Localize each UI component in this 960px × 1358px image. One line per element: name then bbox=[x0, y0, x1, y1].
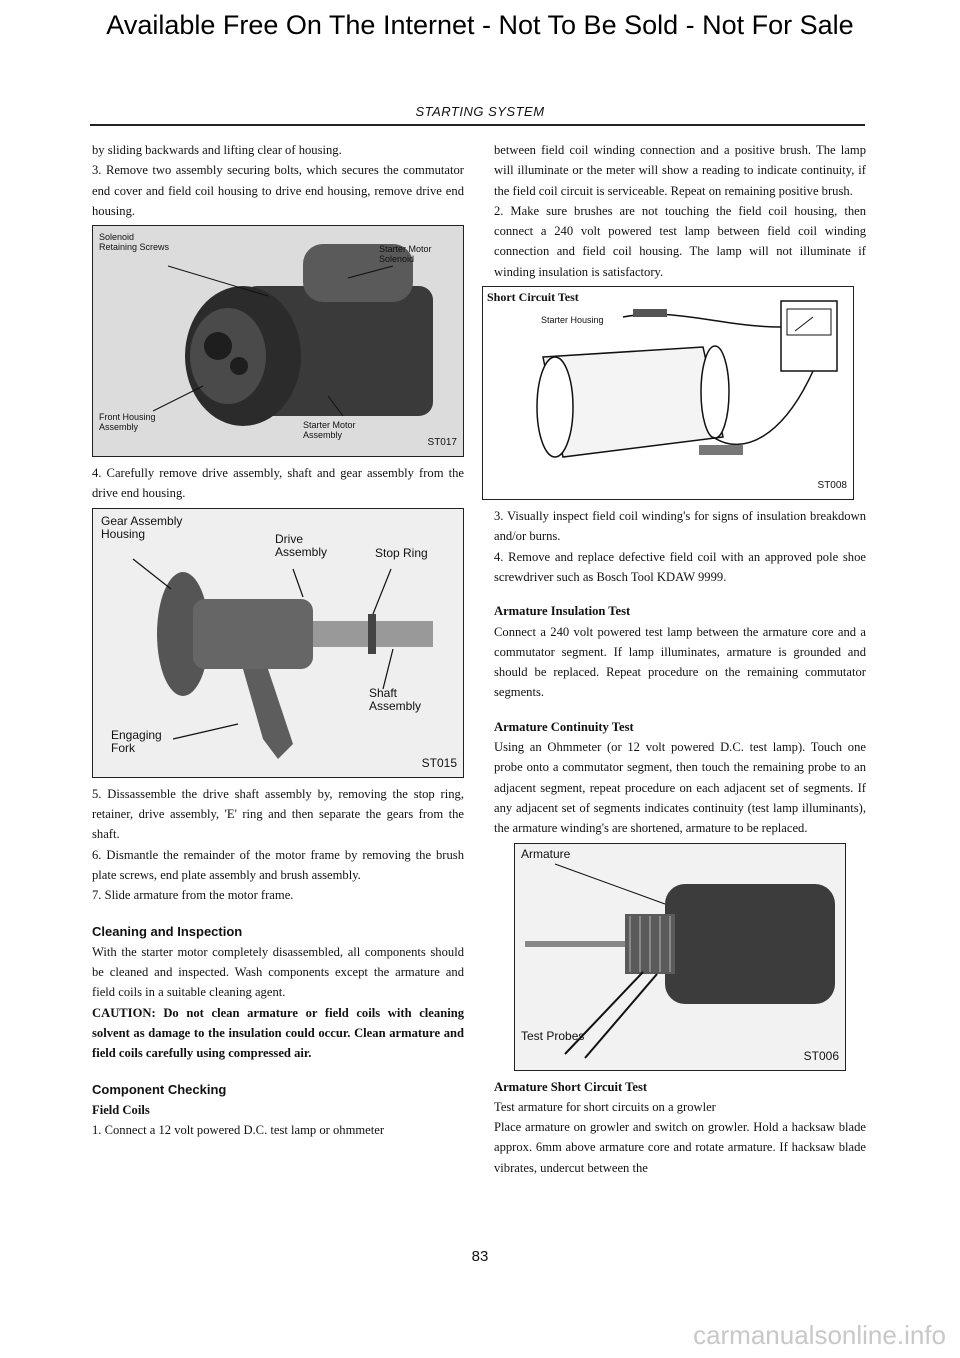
figure-short-circuit-test bbox=[482, 286, 854, 500]
left-paragraph-5: 6. Dismantle the remainder of the motor frame by removing the brush plate screws, end plate assembly and brush assembly. bbox=[92, 847, 464, 882]
right-paragraph-1: between field coil winding connection and a positive brush. The lamp will illuminate or the meter will show a reading to indicate continuity, if the field coil circuit is serviceable. Repeat on remaining positive brush. bbox=[494, 143, 866, 198]
short-circuit-diagram bbox=[483, 287, 853, 499]
figure-title-short-circuit: Short Circuit Test bbox=[487, 290, 579, 305]
label-gear-assembly-housing: Gear Assembly Housing bbox=[101, 513, 183, 541]
left-paragraph-4: 5. Dissassemble the drive shaft assembly by, removing the stop ring, retainer, drive assembly, 'E' ring and then separate the gears from the shaft. bbox=[92, 786, 464, 842]
section-title: STARTING SYSTEM bbox=[415, 104, 545, 119]
right-paragraph-7: Test armature for short circuits on a growler bbox=[494, 1099, 716, 1114]
free-distribution-banner: Available Free On The Internet - Not To Be Sold - Not For Sale bbox=[106, 10, 854, 40]
figure-id: ST015 bbox=[421, 756, 457, 771]
heading-armature-insulation: Armature Insulation Test bbox=[494, 604, 631, 619]
label-front-housing-assembly: Front Housing Assembly bbox=[99, 412, 156, 433]
label-armature: Armature bbox=[521, 846, 571, 861]
label-starter-housing: Starter Housing bbox=[541, 315, 604, 326]
label-stop-ring: Stop Ring bbox=[375, 545, 428, 560]
left-paragraph-3: 4. Carefully remove drive assembly, shaft and gear assembly from the drive end housing. bbox=[92, 466, 464, 501]
heading-field-coils: Field Coils bbox=[92, 1102, 150, 1117]
right-paragraph-8: Place armature on growler and switch on growler. Hold a hacksaw blade approx. 6mm above armature core and rotate armature. If hacksaw blade vibrates, undercut between the bbox=[494, 1120, 866, 1175]
label-test-probes: Test Probes bbox=[521, 1028, 585, 1043]
right-column bbox=[487, 140, 866, 1178]
right-paragraph-5: Connect a 240 volt powered test lamp between the armature core and a commutator segment. If lamp illuminates, armature is grounded and should be replaced. Repeat procedure on the remaining commutator segments. bbox=[494, 624, 866, 700]
figure-starter-motor bbox=[92, 225, 464, 457]
site-watermark: carmanualsonline.info bbox=[693, 1320, 946, 1350]
right-paragraph-3: 3. Visually inspect field coil winding's for signs of insulation breakdown and/or burns. bbox=[494, 509, 866, 544]
figure-drive-assembly bbox=[92, 508, 464, 778]
right-paragraph-2: 2. Make sure brushes are not touching the field coil housing, then connect a 240 volt powered test lamp between field coil winding connection and field coil housing. The lamp will not illuminate if winding insulation is satisfactory. bbox=[494, 203, 866, 279]
left-paragraph-9: 1. Connect a 12 volt powered D.C. test lamp or ohmmeter bbox=[92, 1123, 385, 1138]
left-paragraph-7: With the starter motor completely disassembled, all components should be cleaned and inspected. Wash components except the armature and field coils in a suitable cleaning agent. bbox=[92, 944, 464, 1000]
label-solenoid-retaining-screws: Solenoid Retaining Screws bbox=[99, 232, 170, 253]
caution-paragraph: CAUTION: Do not clean armature or field coils with cleaning solvent as damage to the insulation could occur. Clean armature and field coils carefully using compressed air. bbox=[92, 1005, 464, 1061]
label-shaft-assembly: Shaft Assembly bbox=[369, 685, 422, 713]
label-engaging-fork: Engaging Fork bbox=[111, 727, 162, 755]
right-paragraph-4: 4. Remove and replace defective field coil with an approved pole shoe screwdriver such as Bosch Tool KDAW 9999. bbox=[494, 549, 866, 584]
label-drive-assembly: Drive Assembly bbox=[275, 531, 328, 559]
label-starter-motor-assembly: Starter Motor Assembly bbox=[303, 420, 356, 441]
header-rule bbox=[90, 124, 865, 126]
label-starter-motor-solenoid: Starter Motor Solenoid bbox=[379, 244, 432, 265]
left-paragraph-6: 7. Slide armature from the motor frame. bbox=[92, 888, 294, 903]
figure-id: ST008 bbox=[817, 479, 847, 491]
heading-cleaning-inspection: Cleaning and Inspection bbox=[92, 923, 243, 939]
right-paragraph-6: Using an Ohmmeter (or 12 volt powered D.C. test lamp). Touch one probe onto a commutator segment, then touch the remaining probe to an adjacent segment, repeat procedure on each adjacent set of segments. If any adjacent set of segments indicates continuity (test lamp illuminants), the armature winding's are shortened, armature to be replaced. bbox=[494, 740, 866, 836]
left-column bbox=[92, 140, 464, 1141]
figure-id: ST006 bbox=[803, 1049, 839, 1064]
left-paragraph-2: 3. Remove two assembly securing bolts, which secures the commutator end cover and field coil housing to drive end housing, remove drive end housing. bbox=[92, 163, 464, 218]
left-paragraph-1: by sliding backwards and lifting clear of housing. bbox=[92, 143, 342, 157]
figure-armature-continuity bbox=[514, 843, 846, 1071]
heading-component-checking: Component Checking bbox=[92, 1081, 227, 1097]
figure-id: ST017 bbox=[427, 436, 457, 448]
heading-armature-short-circuit: Armature Short Circuit Test bbox=[494, 1079, 648, 1094]
page-number: 83 bbox=[471, 1248, 489, 1265]
heading-armature-continuity: Armature Continuity Test bbox=[494, 719, 634, 734]
